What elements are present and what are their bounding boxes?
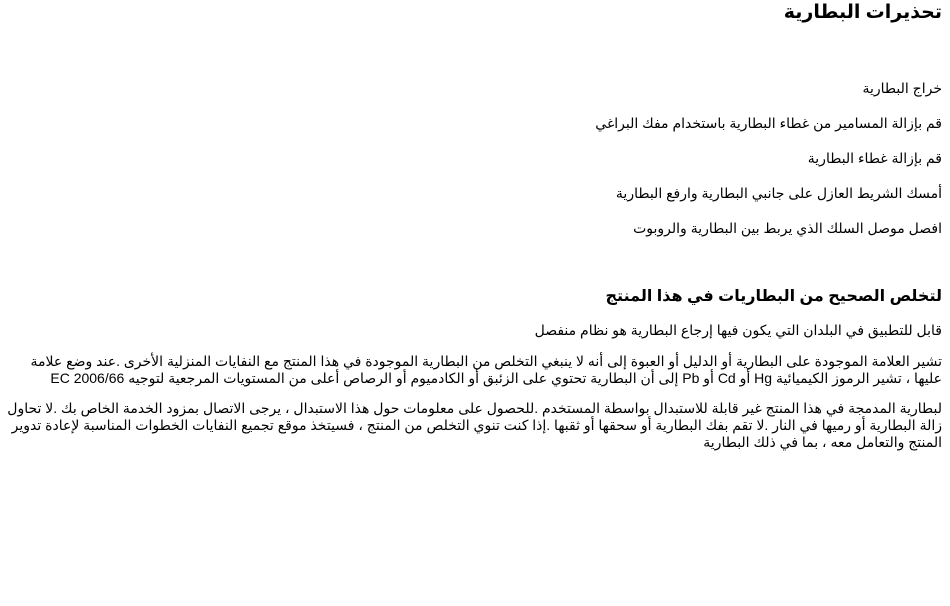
step-item: قم بإزالة غطاء البطارية [807,150,942,166]
step-item: خراج البطارية [862,80,942,96]
step-item: أمسك الشريط العازل على جانبي البطارية وارفع البطارية [615,185,942,201]
step-item: قم بإزالة المسامير من غطاء البطارية باستخدام مفك البراغي [595,115,942,131]
disposal-paragraph-built-in-battery: لبطارية المدمجة في هذا المنتج غير قابلة للاستبدال بواسطة المستخدم .للحصول على معلومات حول هذا الاستبدال ، يرجى الاتصال بمزود الخدمة الخاص بك .لا تحاول زالة البطارية أو رميها في النار .لا تقم بفك البطارية أو سحقها أو ثقبها .إذا كنت تنوي التخلص من المنتج ، فسيتخذ موقع تجميع النفايات الخطوات المناسبة لإعادة تدوير المنتج والتعامل معه ، بما في ذلك البطارية [7,400,942,450]
document [6,0,942,451]
disposal-paragraph-marking: تشير العلامة الموجودة على البطارية أو الدليل أو العبوة إلى أنه لا ينبغي التخلص من البطارية الموجودة في هذا المنتج مع النفايات المنزلية الأخرى .عند وضع علامة عليها ، تشير الرموز الكيميائية Hg أو Cd أو Pb إلى أن البطارية تحتوي على الزئبق أو الكادميوم أو الرصاص أعلى من المستويات المرجعية لتوجيه EC 2006/66 [30,353,942,386]
step-item: افصل موصل السلك الذي يربط بين البطارية والروبوت [633,220,942,236]
page-title: تحذيرات البطارية [783,2,942,23]
battery-removal-steps [6,79,942,254]
disposal-paragraph-applicability: قابل للتطبيق في البلدان التي يكون فيها إرجاع البطارية هو نظام منفصل [534,322,942,338]
disposal-heading: لتخلص الصحيح من البطاريات في هذا المنتج [605,288,942,305]
